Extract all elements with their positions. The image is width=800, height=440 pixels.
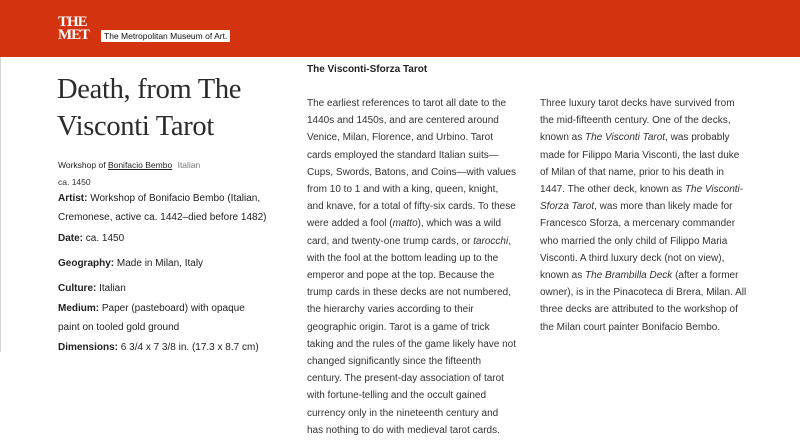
essay-p1-text-c: , with the fool at the bottom leading up to the emperor and pope at the top. Because the trump cards in these decks are not numbered, the hierarchy varies according to their geographic origin. Tarot is a game of trick taking and the rules of the game likely have not changed significantly since the fifteenth century. The present-day association of tarot with fortune-telling and the occult gained currency only in the nineteenth century and has nothing to do with medieval tarot cards.	[307, 235, 517, 436]
logo-line-met: MET	[58, 27, 90, 43]
date-label: Date:	[58, 233, 84, 244]
essay-p2-text-a: Three luxury tarot decks have survived from the mid-fifteenth century. One of the decks, known as	[540, 98, 735, 144]
met-logo[interactable]	[58, 14, 90, 43]
artist-row	[58, 189, 298, 227]
essay-p1-matto: matto	[392, 218, 418, 230]
date-row	[58, 229, 298, 248]
maker-attribution	[58, 159, 200, 171]
culture-row	[58, 279, 298, 298]
essay-p2-brambilla: The Brambilla Deck	[585, 270, 673, 282]
essay-p2-visconti: The Visconti Tarot	[585, 132, 666, 144]
essay-p2-text-d: (after a former owner), is in the Pinacoteca di Brera, Milan. All three decks are attributed to the workshop of the Milan court painter Bonifacio Bembo.	[540, 270, 747, 333]
essay-p2-text-c: , was more than likely made for Francesco Sforza, a mercenary commander who married the only child of Filippo Maria Visconti. A third luxury deck (not on view), known as	[540, 201, 736, 282]
dimensions-label: Dimensions:	[58, 342, 119, 353]
essay-heading: The Visconti-Sforza Tarot	[307, 64, 428, 75]
maker-culture: Italian	[177, 160, 201, 170]
essay-p2-text-b: , was probably made for Filippo Maria Visconti, the last duke of Milan of that name, prior to his death in 1447. The other deck, known as	[540, 132, 740, 196]
geography-value: Made in Milan, Italy	[116, 258, 204, 269]
essay-p2-sforza: The Visconti-Sforza Tarot	[540, 184, 744, 213]
artist-value: Workshop of Bonifacio Bembo (Italian, Cremonese, active ca. 1442–died before 1482)	[58, 193, 267, 223]
medium-value: Paper (pasteboard) with opaque paint on tooled gold ground	[58, 303, 245, 333]
maker-prefix: Workshop of	[58, 160, 106, 170]
essay-p1-text-a: The earliest references to tarot all date to the 1440s and 1450s, and are centered around Venice, Milan, Florence, and Urbino. Tarot cards employed the standard Italian suits—Cups, Swords, Batons, and Coins—with values from 10 to 1 and with a king, queen, knight, and knave, for a total of fifty-six cards. To these were added a fool (	[307, 98, 516, 230]
essay-paragraph-1	[307, 95, 517, 439]
object-date-short: ca. 1450	[58, 177, 91, 187]
date-value: ca. 1450	[85, 233, 125, 244]
site-header	[0, 0, 800, 57]
essay-p1-tarocchi: tarocchi	[473, 235, 509, 247]
dimensions-value: 6 3/4 x 7 3/8 in. (17.3 x 8.7 cm)	[120, 342, 259, 353]
geography-label: Geography:	[58, 258, 115, 269]
medium-row	[58, 299, 258, 337]
logo-line-the: THE	[58, 14, 87, 30]
culture-label: Culture:	[58, 283, 97, 294]
museum-name-label[interactable]: The Metropolitan Museum of Art.	[101, 30, 230, 42]
artist-label: Artist:	[58, 193, 88, 204]
object-title: Death, from The Visconti Tarot	[57, 74, 242, 142]
geography-row	[58, 254, 298, 273]
essay-paragraph-2	[540, 95, 750, 336]
maker-link[interactable]: Bonifacio Bembo	[107, 160, 173, 170]
culture-value: Italian	[99, 283, 126, 294]
dimensions-row	[58, 338, 298, 357]
medium-label: Medium:	[58, 303, 100, 314]
essay-p1-text-b: ), which was a wild card, and twenty-one trump cards, or	[307, 218, 501, 247]
left-divider	[0, 57, 1, 352]
